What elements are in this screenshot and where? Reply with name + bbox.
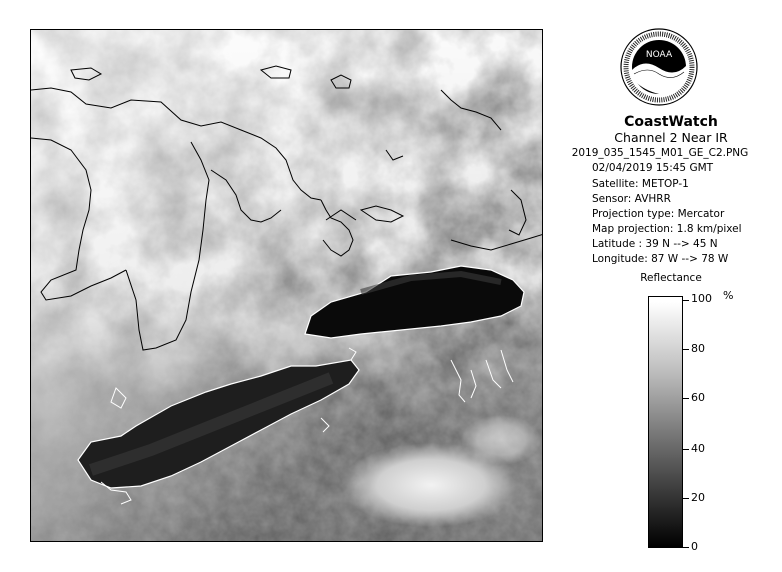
noaa-logo-text: NOAA (645, 50, 673, 60)
colorbar-label: Reflectance (640, 272, 702, 284)
image-filename: 2019_035_1545_M01_GE_C2.PNG (571, 147, 749, 159)
colorbar-tick (683, 449, 689, 450)
colorbar-tick-label: 40 (691, 442, 705, 455)
satellite-info: Satellite: METOP-1 (592, 178, 689, 190)
colorbar-tick-label: 0 (691, 540, 698, 553)
channel-subtitle: Channel 2 Near IR (614, 130, 728, 145)
product-title: CoastWatch (624, 114, 718, 130)
colorbar-tick (683, 349, 689, 350)
colorbar-tick (683, 547, 689, 548)
latitude-range: Latitude : 39 N --> 45 N (592, 238, 718, 250)
noaa-logo (620, 28, 698, 106)
projection-type: Projection type: Mercator (592, 208, 725, 220)
sensor-info: Sensor: AVHRR (592, 193, 671, 205)
colorbar-tick (683, 300, 689, 301)
longitude-range: Longitude: 87 W --> 78 W (592, 253, 729, 265)
colorbar-unit: % (723, 289, 734, 302)
satellite-image-map (30, 29, 543, 542)
date-time: 02/04/2019 15:45 GMT (592, 162, 714, 174)
colorbar-tick-label: 60 (691, 391, 705, 404)
colorbar-tick-label: 100 (691, 292, 712, 305)
colorbar-tick-label: 80 (691, 342, 705, 355)
colorbar-tick (683, 398, 689, 399)
colorbar-tick (683, 498, 689, 499)
colorbar-tick-label: 20 (691, 491, 705, 504)
map-projection: Map projection: 1.8 km/pixel (592, 223, 742, 235)
map-canvas (31, 30, 543, 542)
reflectance-colorbar (648, 296, 683, 548)
